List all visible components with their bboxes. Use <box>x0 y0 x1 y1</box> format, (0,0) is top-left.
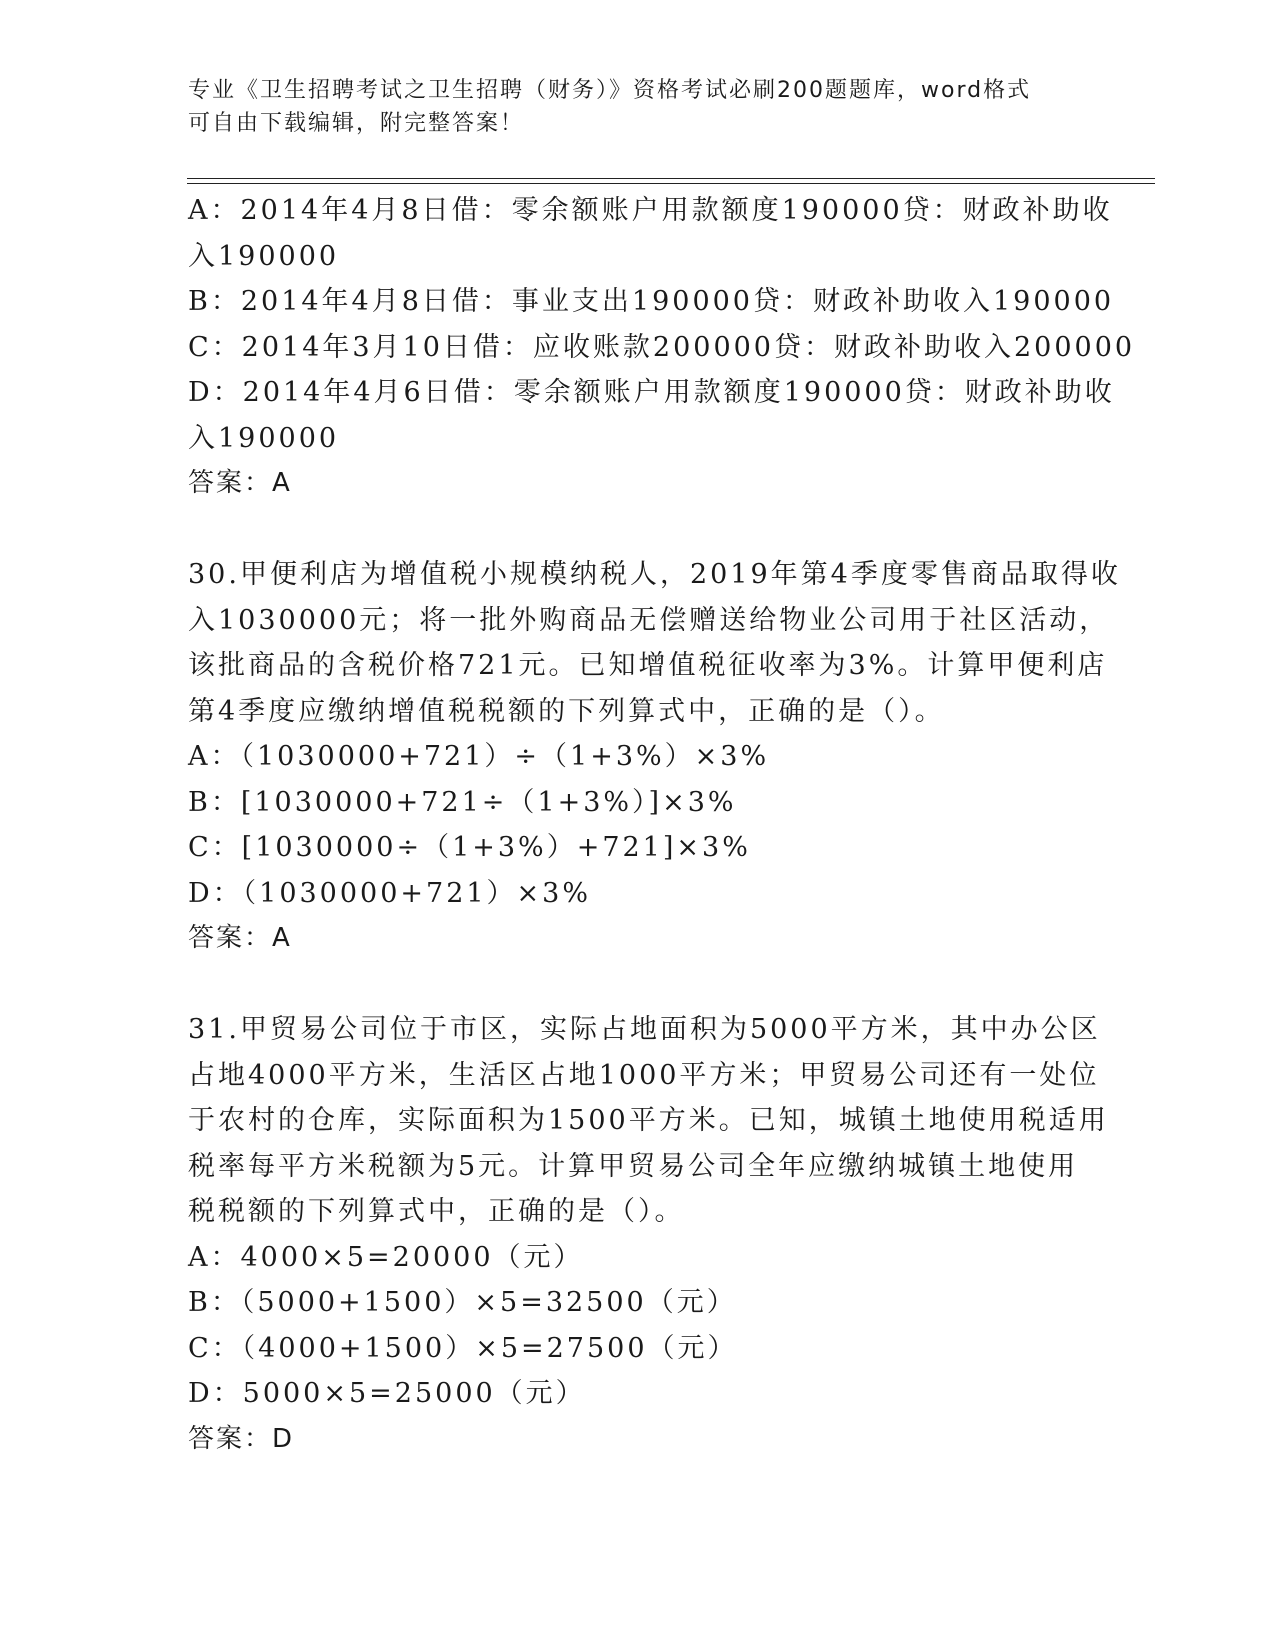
question-spacer <box>188 507 1088 553</box>
q29-option-c: C：2014年3月10日借：应收账款200000贷：财政补助收入200000 <box>188 331 1136 363</box>
q31-stem-line-3: 于农村的仓库，实际面积为1500平方米。已知，城镇土地使用税适用 <box>188 1105 1109 1136</box>
q31-stem-line-5: 税税额的下列算式中，正确的是（）。 <box>188 1196 685 1227</box>
question-31 <box>188 1007 1109 1462</box>
q29-option-d-line-1: D：2014年4月6日借：零余额账户用款额度190000贷：财政补助收 <box>188 377 1115 408</box>
q29-answer: 答案：A <box>188 468 292 498</box>
q30-option-a: A：（1030000+721）÷（1+3%）×3% <box>188 741 770 772</box>
question-content <box>188 188 1136 1462</box>
q31-option-c: C：（4000+1500）×5=27500（元） <box>188 1332 738 1364</box>
question-30 <box>188 552 1121 962</box>
q31-stem-line-1: 31.甲贸易公司位于市区，实际占地面积为5000平方米，其中办公区 <box>188 1014 1101 1045</box>
header-divider-bottom <box>187 183 1155 184</box>
q30-option-b: B：[1030000+721÷（1+3%）]×3% <box>188 786 737 818</box>
q30-stem-line-3: 该批商品的含税价格721元。已知增值税征收率为3%。计算甲便利店 <box>188 650 1108 681</box>
question-29 <box>188 188 1136 507</box>
q31-option-d: D：5000×5=25000（元） <box>188 1378 586 1409</box>
header-line-2: 可自由下载编辑，附完整答案！ <box>188 111 525 136</box>
q30-stem-line-4: 第4季度应缴纳增值税税额的下列算式中，正确的是（）。 <box>188 695 945 727</box>
q30-stem-line-1: 30.甲便利店为增值税小规模纳税人，2019年第4季度零售商品取得收 <box>188 559 1121 590</box>
question-spacer <box>188 962 1088 1008</box>
header-line-1: 专业《卫生招聘考试之卫生招聘（财务）》资格考试必刷200题题库，word格式 <box>188 78 1032 103</box>
document-header <box>188 74 1068 140</box>
q29-option-a-line-1: A：2014年4月8日借：零余额账户用款额度190000贷：财政补助收 <box>188 195 1113 226</box>
q30-option-d: D：（1030000+721）×3% <box>188 877 592 909</box>
q30-stem-line-2: 入1030000元；将一批外购商品无偿赠送给物业公司用于社区活动， <box>188 604 1110 636</box>
q30-option-c: C：[1030000÷（1+3%）+721]×3% <box>188 832 751 863</box>
q31-stem-line-2: 占地4000平方米，生活区占地1000平方米；甲贸易公司还有一处位 <box>188 1059 1100 1091</box>
q29-option-d-line-2: 入190000 <box>188 422 340 454</box>
q30-answer: 答案：A <box>188 923 292 953</box>
q31-answer: 答案：D <box>188 1423 295 1454</box>
q31-option-a: A：4000×5=20000（元） <box>188 1241 584 1273</box>
q31-option-b: B：（5000+1500）×5=32500（元） <box>188 1287 737 1318</box>
q31-stem-line-4: 税率每平方米税额为5元。计算甲贸易公司全年应缴纳城镇土地使用 <box>188 1150 1079 1182</box>
header-divider-top <box>187 178 1155 179</box>
q29-option-b: B：2014年4月8日借：事业支出190000贷：财政补助收入190000 <box>188 286 1115 317</box>
q29-option-a-line-2: 入190000 <box>188 240 340 272</box>
